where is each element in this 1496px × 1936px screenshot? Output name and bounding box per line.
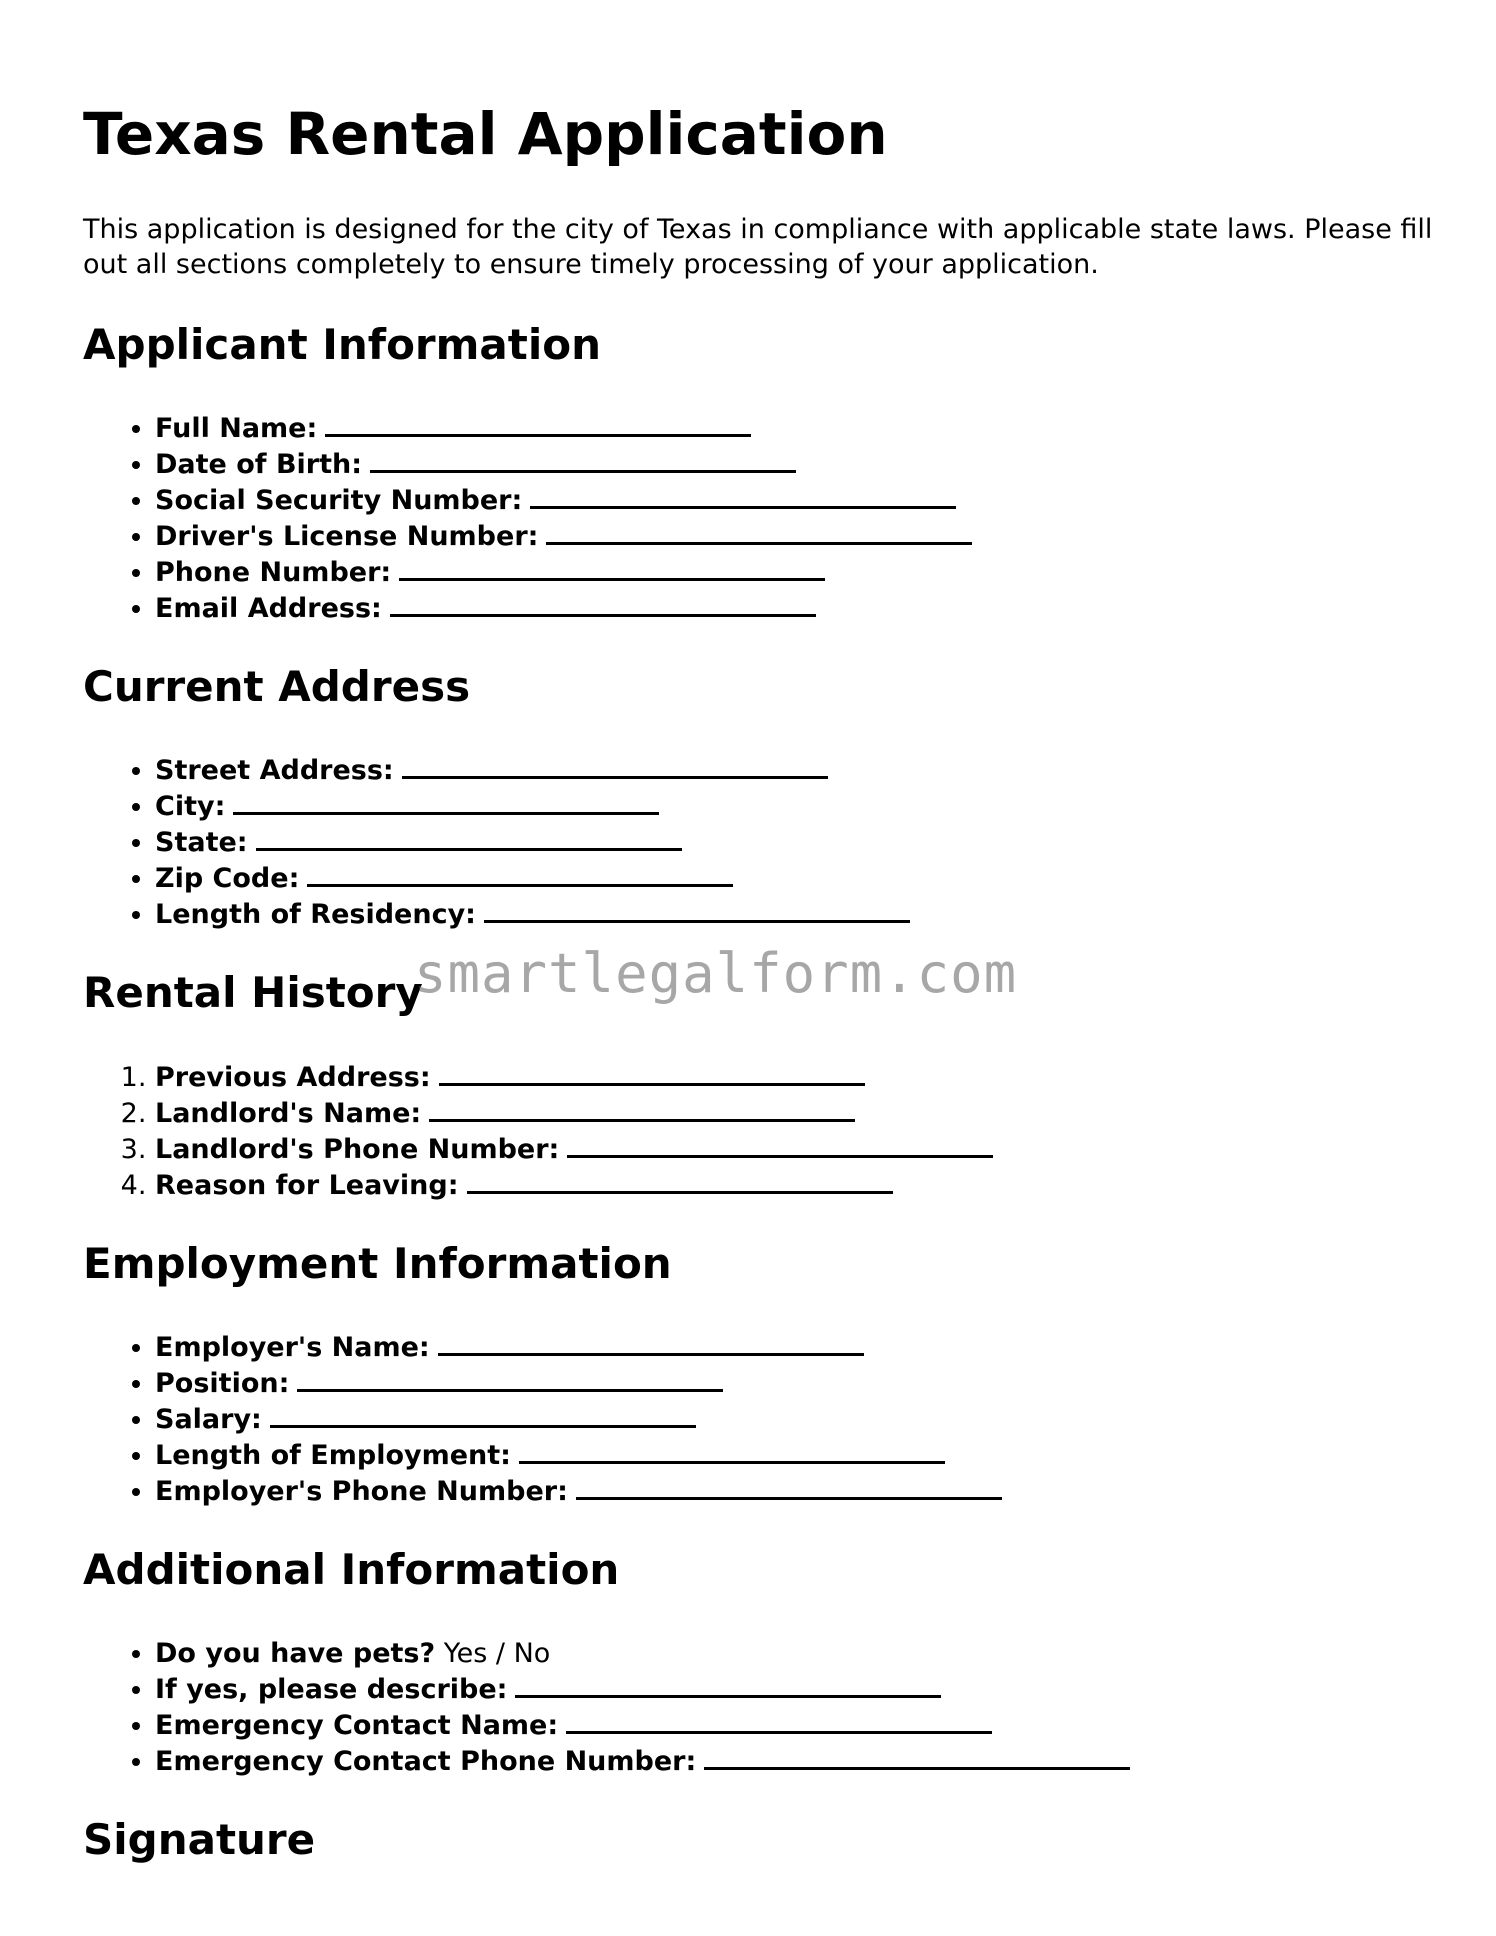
field-label: State: — [155, 827, 248, 859]
section-heading-employment: Employment Information — [83, 1238, 672, 1288]
blank-line[interactable] — [567, 1131, 993, 1158]
field-length-of-residency — [155, 896, 1443, 932]
field-label: Length of Residency: — [155, 899, 476, 931]
address-field-list — [83, 752, 1443, 932]
field-label: Landlord's Phone Number: — [155, 1133, 560, 1165]
blank-line[interactable] — [467, 1167, 893, 1194]
blank-line[interactable] — [399, 554, 825, 581]
field-position — [155, 1365, 1443, 1401]
field-emergency-contact-name — [155, 1707, 1443, 1743]
field-landlord-phone — [155, 1131, 1443, 1167]
field-employer-name — [155, 1329, 1443, 1365]
field-emergency-contact-phone — [155, 1743, 1443, 1779]
blank-line[interactable] — [270, 1401, 696, 1428]
field-label: Zip Code: — [155, 863, 300, 895]
field-full-name — [155, 410, 1443, 446]
section-heading-applicant: Applicant Information — [83, 319, 601, 369]
field-label: Employer's Name: — [155, 1332, 430, 1364]
blank-line[interactable] — [515, 1671, 941, 1698]
section-heading-signature: Signature — [83, 1814, 316, 1864]
field-email — [155, 590, 1443, 626]
section-heading-rental-history: Rental History — [83, 968, 423, 1018]
blank-line[interactable] — [370, 446, 796, 473]
rental-history-field-list — [83, 1059, 1443, 1203]
employment-field-list — [83, 1329, 1443, 1509]
field-label: Do you have pets? — [155, 1637, 436, 1669]
field-label: Reason for Leaving: — [155, 1169, 459, 1201]
blank-line[interactable] — [429, 1095, 855, 1122]
blank-line[interactable] — [439, 1059, 865, 1086]
section-heading-address: Current Address — [83, 661, 471, 711]
watermark: smartlegalform.com — [414, 942, 1018, 1005]
field-label: If yes, please describe: — [155, 1673, 508, 1705]
field-employer-phone — [155, 1473, 1443, 1509]
field-label: Length of Employment: — [155, 1440, 511, 1472]
blank-line[interactable] — [402, 752, 828, 779]
field-label: Position: — [155, 1368, 290, 1400]
blank-line[interactable] — [576, 1473, 1002, 1500]
blank-line[interactable] — [519, 1437, 945, 1464]
intro-text: This application is designed for the city of Texas in compliance with applicable state laws. Please fill out all sections completely to ensure timely processing of your application. — [83, 213, 1433, 280]
blank-line[interactable] — [390, 590, 816, 617]
blank-line[interactable] — [233, 788, 659, 815]
blank-line[interactable] — [546, 518, 972, 545]
field-street-address — [155, 752, 1443, 788]
field-phone — [155, 554, 1443, 590]
applicant-field-list — [83, 410, 1443, 626]
field-label: Salary: — [155, 1404, 262, 1436]
blank-line[interactable] — [484, 896, 910, 923]
blank-line[interactable] — [297, 1365, 723, 1392]
field-label: Previous Address: — [155, 1061, 431, 1093]
field-pet-description — [155, 1671, 1443, 1707]
field-label: Emergency Contact Name: — [155, 1709, 559, 1741]
field-label: Full Name: — [155, 412, 318, 444]
field-drivers-license — [155, 518, 1443, 554]
field-ssn — [155, 482, 1443, 518]
field-landlord-name — [155, 1095, 1443, 1131]
field-label: Employer's Phone Number: — [155, 1476, 568, 1508]
field-label: Street Address: — [155, 755, 394, 787]
field-label: Driver's License Number: — [155, 520, 539, 552]
field-pets — [155, 1636, 1443, 1671]
field-zip-code — [155, 860, 1443, 896]
blank-line[interactable] — [704, 1743, 1130, 1770]
field-length-of-employment — [155, 1437, 1443, 1473]
blank-line[interactable] — [256, 824, 682, 851]
field-label: Landlord's Name: — [155, 1097, 422, 1129]
field-label: Emergency Contact Phone Number: — [155, 1745, 697, 1777]
section-heading-additional: Additional Information — [83, 1545, 620, 1595]
field-label: Phone Number: — [155, 556, 392, 588]
blank-line[interactable] — [438, 1329, 864, 1356]
blank-line[interactable] — [566, 1707, 992, 1734]
field-previous-address — [155, 1059, 1443, 1095]
field-label: Social Security Number: — [155, 484, 523, 516]
field-salary — [155, 1401, 1443, 1437]
page-title: Texas Rental Application — [83, 100, 888, 168]
blank-line[interactable] — [325, 410, 751, 437]
pets-options[interactable]: Yes / No — [443, 1637, 551, 1669]
field-label: Email Address: — [155, 592, 382, 624]
field-city — [155, 788, 1443, 824]
blank-line[interactable] — [307, 860, 733, 887]
field-label: City: — [155, 791, 226, 823]
blank-line[interactable] — [530, 482, 956, 509]
field-label: Date of Birth: — [155, 448, 363, 480]
field-reason-for-leaving — [155, 1167, 1443, 1203]
field-date-of-birth — [155, 446, 1443, 482]
field-state — [155, 824, 1443, 860]
additional-field-list — [83, 1636, 1443, 1779]
